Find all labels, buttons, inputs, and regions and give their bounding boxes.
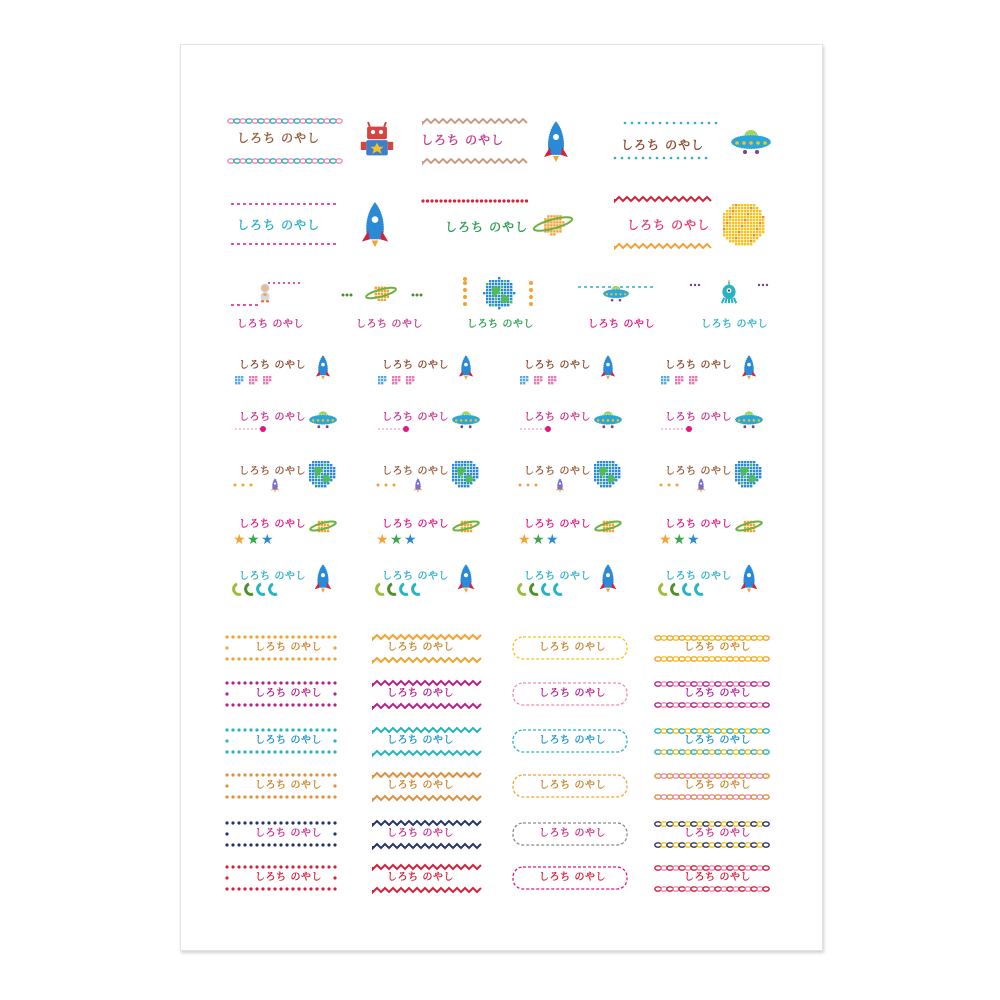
small-sticker-label: しろち のやし	[524, 571, 591, 582]
medium-sticker-ufo	[576, 275, 676, 320]
frame-label-text: しろち のやし	[255, 688, 322, 699]
svg-text:★: ★	[404, 532, 417, 548]
svg-text:★: ★	[518, 532, 531, 548]
sticker-sheet	[180, 44, 823, 951]
small-sticker-label: しろち のやし	[382, 571, 449, 582]
large-sticker-label: しろち のやし	[627, 218, 711, 232]
svg-text:★: ★	[546, 532, 559, 548]
frame-label-text: しろち のやし	[255, 780, 322, 791]
svg-text:★: ★	[673, 532, 686, 548]
frame-label-text: しろち のやし	[387, 642, 454, 653]
large-sticker-label: しろち のやし	[237, 131, 321, 145]
medium-sticker-saturn	[341, 275, 441, 320]
frame-label-text: しろち のやし	[255, 642, 322, 653]
frame-label-text: しろち のやし	[387, 780, 454, 791]
small-sticker-label: しろち のやし	[239, 571, 306, 582]
small-sticker-label: しろち のやし	[382, 412, 449, 423]
svg-text:★: ★	[247, 532, 260, 548]
frame-label-text: しろち のやし	[684, 828, 751, 839]
frame-label-text: しろち のやし	[684, 780, 751, 791]
small-sticker-label: しろち のやし	[665, 360, 732, 371]
frame-label-text: しろち のやし	[255, 735, 322, 746]
svg-text:★: ★	[532, 532, 545, 548]
svg-text:★: ★	[390, 532, 403, 548]
medium-sticker-alien	[689, 275, 789, 320]
frame-label-text: しろち のやし	[539, 780, 606, 791]
svg-text:★: ★	[687, 532, 700, 548]
medium-sticker-label: しろち のやし	[588, 319, 655, 330]
frame-label-text: しろち のやし	[387, 872, 454, 883]
frame-label-text: しろち のやし	[684, 735, 751, 746]
frame-label-text: しろち のやし	[539, 828, 606, 839]
medium-sticker-astronaut	[229, 275, 329, 320]
frame-label-text: しろち のやし	[539, 688, 606, 699]
svg-text:★: ★	[376, 532, 389, 548]
small-sticker-label: しろち のやし	[524, 412, 591, 423]
frame-label-text: しろち のやし	[539, 735, 606, 746]
small-sticker-label: しろち のやし	[382, 360, 449, 371]
small-sticker-label: しろち のやし	[524, 360, 591, 371]
large-sticker-label: しろち のやし	[621, 138, 705, 152]
frame-label-text: しろち のやし	[539, 872, 606, 883]
svg-text:★: ★	[659, 532, 672, 548]
small-sticker-label: しろち のやし	[382, 519, 449, 530]
frame-label-text: しろち のやし	[255, 828, 322, 839]
medium-sticker-earth	[459, 275, 559, 320]
frame-label-text: しろち のやし	[684, 688, 751, 699]
small-sticker-label: しろち のやし	[665, 412, 732, 423]
svg-text:★: ★	[233, 532, 246, 548]
svg-text:★: ★	[261, 532, 274, 548]
medium-sticker-label: しろち のやし	[701, 319, 768, 330]
small-sticker-label: しろち のやし	[524, 519, 591, 530]
frame-label-text: しろち のやし	[255, 872, 322, 883]
small-sticker-label: しろち のやし	[239, 466, 306, 477]
frame-label-text: しろち のやし	[539, 642, 606, 653]
large-sticker-label: しろち のやし	[445, 220, 529, 234]
frame-label-text: しろち のやし	[684, 872, 751, 883]
frame-label-text: しろち のやし	[387, 688, 454, 699]
medium-sticker-label: しろち のやし	[237, 319, 304, 330]
small-sticker-label: しろち のやし	[524, 466, 591, 477]
large-sticker-label: しろち のやし	[421, 133, 505, 147]
frame-label-text: しろち のやし	[387, 828, 454, 839]
frame-label-text: しろち のやし	[684, 642, 751, 653]
small-sticker-label: しろち のやし	[239, 519, 306, 530]
small-sticker-label: しろち のやし	[239, 360, 306, 371]
large-sticker-label: しろち のやし	[237, 218, 321, 232]
small-sticker-label: しろち のやし	[665, 466, 732, 477]
small-sticker-label: しろち のやし	[665, 571, 732, 582]
small-sticker-label: しろち のやし	[239, 412, 306, 423]
frame-label-text: しろち のやし	[387, 735, 454, 746]
small-sticker-label: しろち のやし	[382, 466, 449, 477]
small-sticker-label: しろち のやし	[665, 519, 732, 530]
medium-sticker-label: しろち のやし	[467, 319, 534, 330]
medium-sticker-label: しろち のやし	[356, 319, 423, 330]
